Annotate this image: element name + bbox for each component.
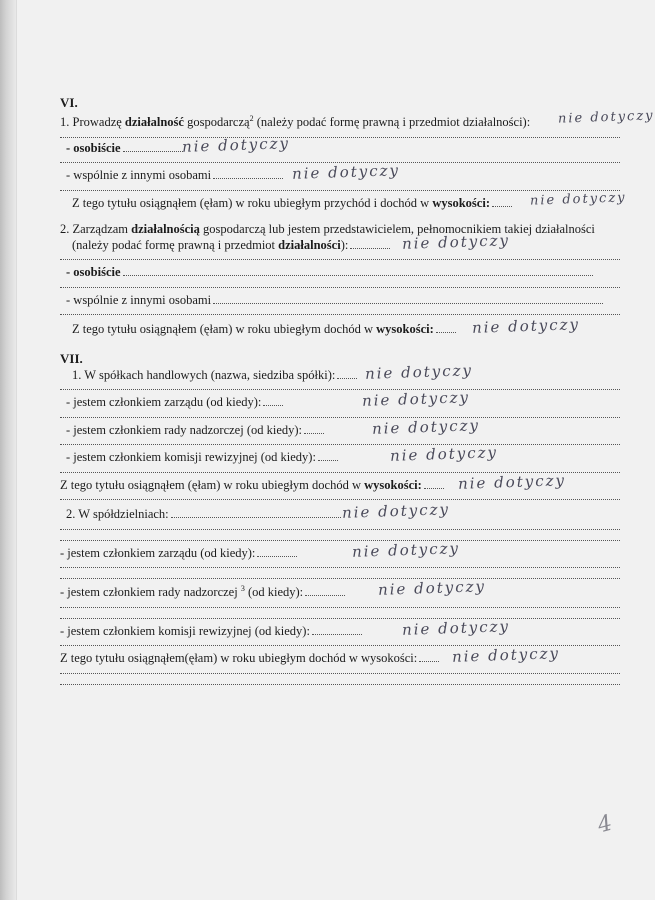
dotted-line <box>60 491 620 500</box>
dotted-line <box>60 129 620 138</box>
vii-item2-board-label: - jestem członkiem zarządu (od kiedy): <box>60 545 256 560</box>
vi-item2-line2-suffix: ): <box>340 237 349 252</box>
handwritten-answer: nie dotyczy <box>377 577 487 599</box>
vi-item1-prefix: 1. Prowadzę <box>60 115 125 129</box>
vii-item2-audit-label: - jestem członkiem komisji rewizyjnej (od kiedy): <box>60 623 310 638</box>
vii-item2-title: 2. W spółdzielniach: <box>66 507 169 521</box>
dotted-line <box>60 610 620 619</box>
dotted-line <box>60 521 620 530</box>
vi-item2-personal-label: - osobiście <box>66 265 121 279</box>
vii-item1-board-row <box>60 388 620 410</box>
vi-item2-prefix: 2. Zarządzam <box>60 222 132 236</box>
vi-item2-line2-prefix: (należy podać formę prawną i przedmiot <box>72 237 279 252</box>
vii-item2-supervisory-suffix: (od kiedy): <box>244 585 304 599</box>
vii-item2-supervisory-row <box>60 577 620 599</box>
declaration-form <box>60 94 655 687</box>
vi-item1-income-row <box>60 189 627 210</box>
vi-item2-joint-label: - wspólnie z innymi osobami <box>66 292 212 307</box>
vii-item2-supervisory-prefix: - jestem członkiem rady nadzorczej <box>60 585 241 599</box>
vi-item2-line1 <box>60 223 620 236</box>
handwritten-answer: nie dotyczy <box>371 415 481 438</box>
vii-item1-income-row <box>60 470 620 493</box>
section-vii-heading: VII. <box>60 350 83 366</box>
vi-item2-line2-bold: działalności <box>278 237 341 252</box>
dotted-line <box>60 409 620 418</box>
handwritten-answer: nie dotyczy <box>341 500 451 522</box>
handwritten-answer: nie dotyczy <box>401 616 511 639</box>
vi-item2-income-row <box>60 315 620 337</box>
vi-item1-joint-row <box>60 161 620 183</box>
vii-item1-title-row <box>60 360 620 383</box>
vi-item1-bold: działalność <box>124 115 184 129</box>
scan-edge <box>0 0 17 900</box>
section-vi-heading: VI. <box>60 95 78 110</box>
handwritten-answer: nie dotyczy <box>457 470 567 493</box>
vii-item1-title: 1. W spółkach handlowych (nazwa, siedziba spółki): <box>72 367 336 382</box>
footnote-ref-2: 2 <box>249 114 254 123</box>
dotted-line <box>60 559 620 568</box>
vi-item1-line <box>60 108 655 129</box>
vi-item1-joint-label: - wspólnie z innymi osobami <box>66 168 212 182</box>
dotted-line <box>60 532 620 541</box>
vi-item2-bold: działalnością <box>131 222 200 236</box>
vii-item1-supervisory-row <box>60 415 620 438</box>
dotted-line <box>60 306 620 315</box>
vii-item1-audit-row <box>60 443 620 465</box>
handwritten-answer: nie dotyczy <box>351 538 461 561</box>
vi-item1-middle: gospodarczą <box>183 115 250 129</box>
vii-item2-income-label: Z tego tytułu osiągnąłem(ęłam) w roku ubiegłym dochód w wysokości: <box>60 651 418 665</box>
vi-item2-suffix: gospodarczą lub jestem przedstawicielem, pełnomocnikiem takiej działalności <box>199 222 595 236</box>
dotted-line <box>60 381 620 390</box>
vii-item2-board-row <box>60 538 620 561</box>
dotted-line <box>60 599 620 608</box>
vii-item1-audit-label: - jestem członkiem komisji rewizyjnej (od kiedy): <box>66 450 316 464</box>
vii-item2-audit-row <box>60 616 620 639</box>
vi-item1-personal-row <box>60 133 620 156</box>
dotted-line <box>60 279 620 288</box>
handwritten-answer: nie dotyczy <box>471 315 581 337</box>
dotted-line <box>60 251 620 260</box>
vi-item2-line2 <box>60 230 620 253</box>
dotted-line <box>60 665 620 674</box>
vi-item1-income-prefix: Z tego tytułu osiągnąłem (ęłam) w roku ubiegłym przychód i dochód w <box>72 195 433 210</box>
handwritten-answer: nie dotyczy <box>364 360 474 383</box>
handwritten-answer: nie dotyczy <box>181 133 291 156</box>
vi-item2-personal-row <box>60 266 620 279</box>
vii-item2-title-row <box>60 500 620 522</box>
handwritten-answer: nie dotyczy <box>401 230 511 253</box>
vii-item2-income-row <box>60 644 620 666</box>
dotted-line <box>60 570 620 579</box>
dotted-line <box>60 676 620 685</box>
handwritten-answer: nie dotyczy <box>557 108 655 127</box>
vii-item1-board-label: - jestem członkiem zarządu (od kiedy): <box>66 395 262 409</box>
footnote-ref-3: 3 <box>240 584 245 593</box>
handwritten-answer: nie dotyczy <box>451 644 561 666</box>
page-initial-mark: 4 <box>595 810 615 839</box>
vii-item1-income-prefix: Z tego tytułu osiągnąłem (ęłam) w roku ubiegłym dochód w <box>60 477 365 492</box>
handwritten-answer: nie dotyczy <box>529 189 627 209</box>
dotted-line <box>60 436 620 445</box>
vii-item1-income-bold: wysokości: <box>364 477 422 492</box>
handwritten-answer: nie dotyczy <box>389 443 499 465</box>
dotted-line <box>60 154 620 163</box>
vii-item1-supervisory-label: - jestem członkiem rady nadzorczej (od kiedy): <box>66 422 303 437</box>
vi-item1-income-bold: wysokości: <box>432 195 490 210</box>
handwritten-answer: nie dotyczy <box>361 388 471 410</box>
vi-item2-income-prefix: Z tego tytułu osiągnąłem (ęłam) w roku ubiegłym dochód w <box>72 322 377 336</box>
vi-item1-personal-label: - osobiście <box>66 140 121 155</box>
vi-item2-joint-row <box>60 294 620 307</box>
handwritten-answer: nie dotyczy <box>291 161 401 183</box>
vi-item1-suffix: (należy podać formę prawną i przedmiot działalności): <box>253 115 531 129</box>
vi-item2-income-bold: wysokości: <box>376 322 434 336</box>
dotted-line <box>60 182 620 191</box>
